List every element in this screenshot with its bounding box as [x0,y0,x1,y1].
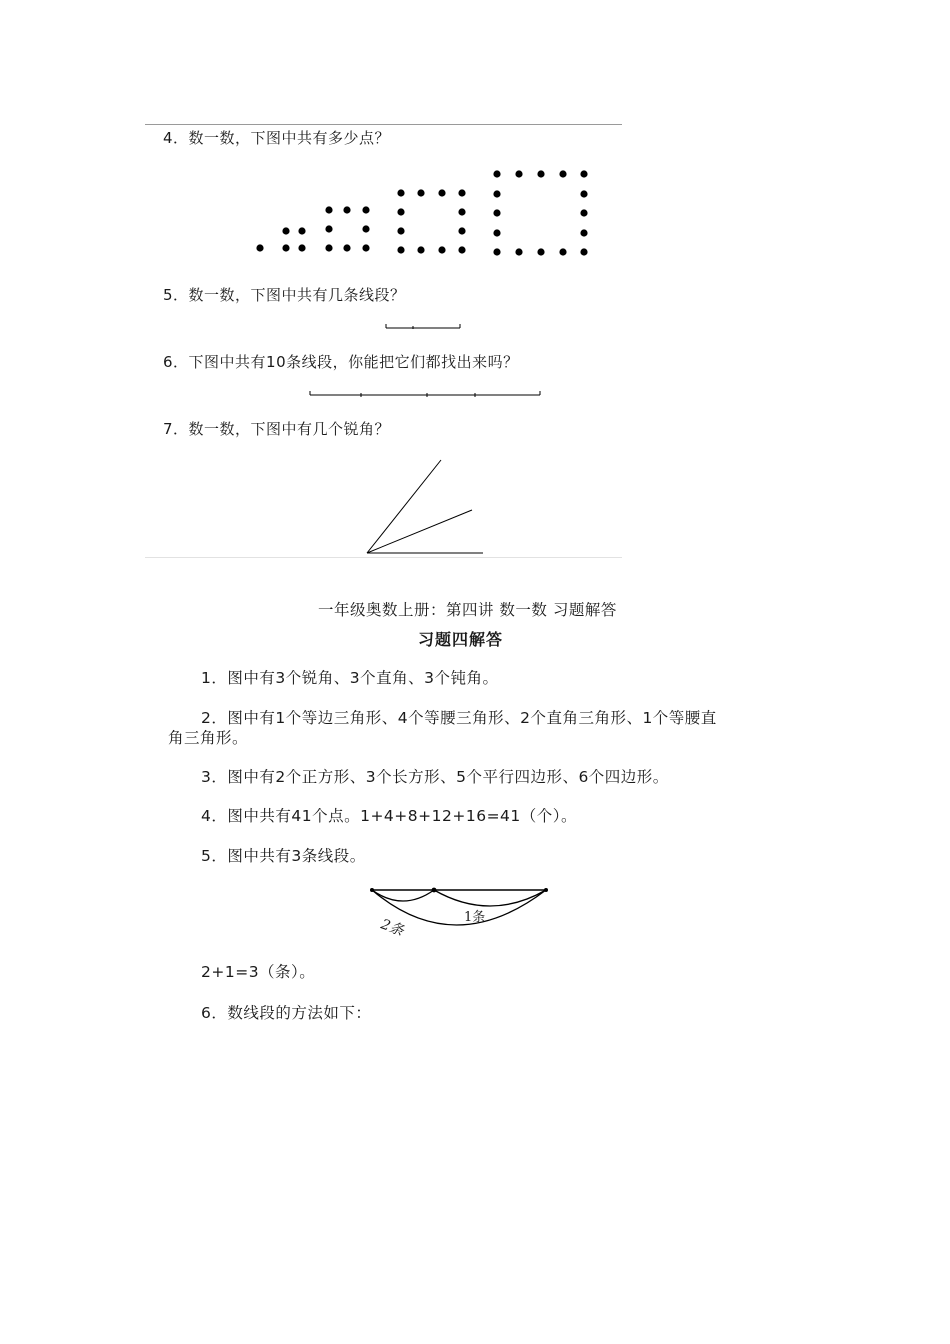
dot [325,206,332,213]
dot [282,244,289,251]
dot [515,170,522,177]
dot [493,229,500,236]
dot [493,190,500,197]
dot [537,248,544,255]
dot [362,244,369,251]
question-5: 5．数一数，下图中共有几条线段？ [163,286,406,304]
dot [537,170,544,177]
dot [397,208,404,215]
answer-1: 1．图中有3个锐角、3个直角、3个钝角。 [201,669,499,687]
dot [458,189,465,196]
answer-6: 6．数线段的方法如下： [201,1004,372,1022]
dot [256,244,263,251]
dot [343,244,350,251]
dot [580,190,587,197]
dot [362,225,369,232]
dot [580,209,587,216]
dot [298,227,305,234]
dot [559,248,566,255]
dot [580,229,587,236]
angle-figure-q7 [360,454,500,564]
answer-heading: 习题四解答 [418,630,504,649]
dot [362,206,369,213]
dot [458,246,465,253]
answer-4: 4．图中共有41个点。1+4+8+12+16=41（个）。 [201,807,578,825]
question-7: 7．数一数，下图中有几个锐角？ [163,420,391,438]
dot [298,244,305,251]
dot [458,208,465,215]
dot [325,225,332,232]
answer-subtitle: 一年级奥数上册：第四讲 数一数 习题解答 [318,601,617,619]
top-divider [145,124,622,125]
dot [397,246,404,253]
dot [493,209,500,216]
dot [438,246,445,253]
diagram-label-1: 1条 [464,910,486,925]
dot [580,248,587,255]
segment-figure-q5 [383,321,463,333]
dot [397,227,404,234]
dot [438,189,445,196]
answer-2-line-1: 2．图中有1个等边三角形、4个等腰三角形、2个直角三角形、1个等腰直 [201,709,717,727]
answer-5-formula: 2+1=3（条）。 [201,963,316,981]
dot [559,170,566,177]
answer-2-line-2: 角三角形。 [168,729,249,747]
dot [282,227,289,234]
answer-5: 5．图中共有3条线段。 [201,847,366,865]
section-divider [145,557,622,558]
question-6: 6．下图中共有10条线段，你能把它们都找出来吗？ [163,353,519,371]
dot [417,246,424,253]
question-4: 4．数一数，下图中共有多少点？ [163,129,391,147]
diagram-label-2: 2条 [378,916,406,940]
dot [343,206,350,213]
dot [515,248,522,255]
dot [493,248,500,255]
dot [397,189,404,196]
dot [580,170,587,177]
dot [493,170,500,177]
dot [458,227,465,234]
dot [417,189,424,196]
segment-figure-q6 [307,388,547,400]
answer-3: 3．图中有2个正方形、3个长方形、5个平行四边形、6个四边形。 [201,768,669,786]
dot [325,244,332,251]
